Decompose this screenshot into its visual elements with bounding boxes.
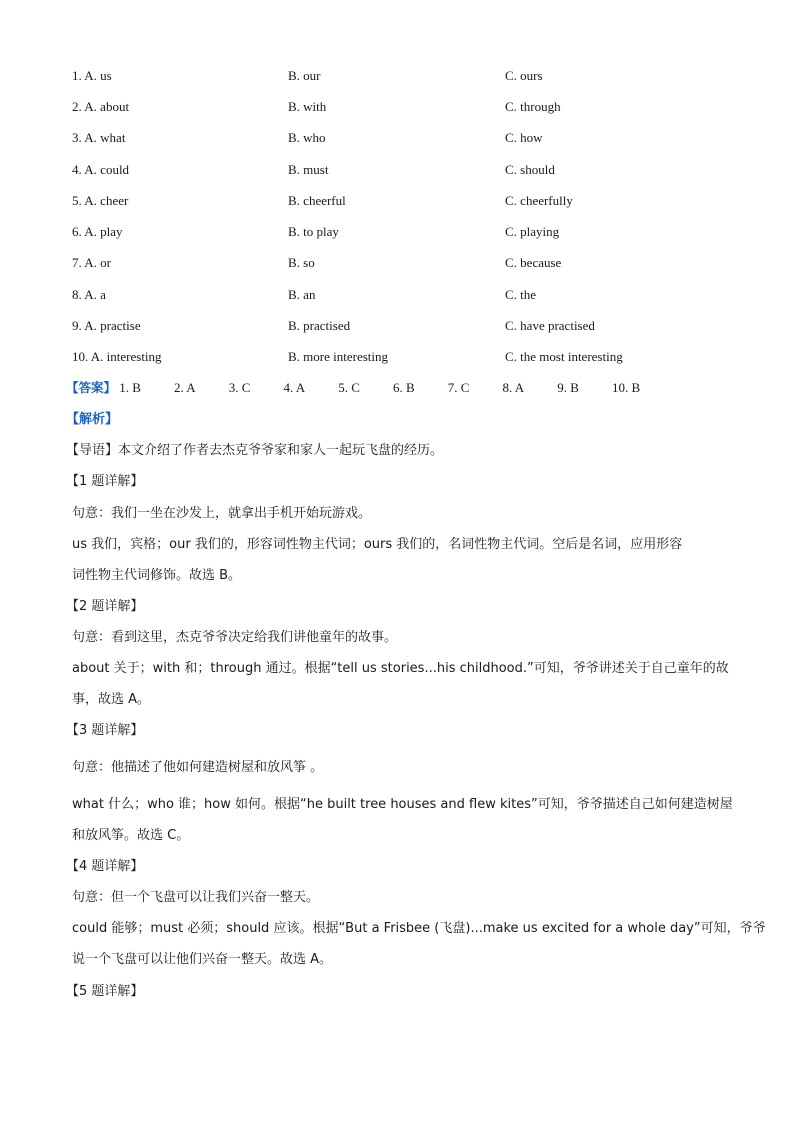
detail-meaning: 句意：但一个飞盘可以让我们兴奋一整天。 xyxy=(72,890,320,905)
analysis-heading: 【解析】 xyxy=(66,412,119,427)
detail-explanation: 词性物主代词修饰。故选 B。 xyxy=(72,568,242,583)
option-b: B. so xyxy=(288,255,315,270)
option-b: B. cheerful xyxy=(288,193,346,208)
answer-item: 8. A xyxy=(502,380,525,395)
answer-item: 9. B xyxy=(557,380,579,395)
detail-meaning: 句意：他描述了他如何建造树屋和放风筝 。 xyxy=(72,760,324,775)
option-b: B. who xyxy=(288,130,326,145)
option-a: 2. A. about xyxy=(72,99,130,114)
option-a: 10. A. interesting xyxy=(72,349,162,364)
option-row xyxy=(72,191,732,211)
option-a: 4. A. could xyxy=(72,162,130,177)
option-b: B. an xyxy=(288,287,316,302)
detail-explanation: could 能够；must 必须；should 应该。根据“But a Frisbee (飞盘)...make us excited for a whole day”可知，爷爷 xyxy=(72,921,766,936)
answer-item: 4. A xyxy=(283,380,306,395)
answer-tag: 【答案】 xyxy=(66,380,117,395)
answer-item: 5. C xyxy=(338,380,360,395)
option-c: C. how xyxy=(505,130,543,145)
option-c: C. the xyxy=(505,287,537,302)
detail-explanation: 事，故选 A。 xyxy=(72,692,151,707)
option-a: 5. A. cheer xyxy=(72,193,129,208)
detail-meaning: 句意：我们一坐在沙发上，就拿出手机开始玩游戏。 xyxy=(72,506,372,521)
option-a: 6. A. play xyxy=(72,224,123,239)
detail-explanation: 说一个飞盘可以让他们兴奋一整天。故选 A。 xyxy=(72,952,333,967)
answer-item: 2. A xyxy=(174,380,196,395)
option-a: 7. A. or xyxy=(72,255,111,270)
option-c: C. the most interesting xyxy=(505,349,623,364)
answer-key xyxy=(66,378,664,398)
option-row xyxy=(72,285,732,305)
option-a: 1. A. us xyxy=(72,68,112,83)
option-b: B. must xyxy=(288,162,329,177)
option-a: 9. A. practise xyxy=(72,318,141,333)
option-c: C. through xyxy=(505,99,561,114)
option-row xyxy=(72,160,732,180)
option-c: C. playing xyxy=(505,224,560,239)
option-b: B. our xyxy=(288,68,321,83)
intro-tag: 【导语】 xyxy=(66,443,119,458)
answer-item: 6. B xyxy=(393,380,415,395)
detail-heading: 【1 题详解】 xyxy=(66,474,144,489)
option-c: C. have practised xyxy=(505,318,595,333)
option-b: B. with xyxy=(288,99,327,114)
option-row xyxy=(72,253,732,273)
answer-item: 3. C xyxy=(228,380,251,395)
option-c: C. ours xyxy=(505,68,543,83)
option-row xyxy=(72,222,732,242)
option-a: 3. A. what xyxy=(72,130,126,145)
detail-explanation: 和放风筝。故选 C。 xyxy=(72,828,190,843)
answer-item: 7. C xyxy=(447,380,470,395)
option-c: C. should xyxy=(505,162,555,177)
detail-explanation: what 什么；who 谁；how 如何。根据“he built tree houses and flew kites”可知，爷爷描述自己如何建造树屋 xyxy=(72,797,733,812)
option-row xyxy=(72,128,732,148)
detail-explanation: us 我们，宾格；our 我们的，形容词性物主代词；ours 我们的，名词性物主代词。空后是名词，应用形容 xyxy=(72,537,683,552)
detail-heading: 【2 题详解】 xyxy=(66,599,144,614)
option-b: B. to play xyxy=(288,224,339,239)
option-c: C. cheerfully xyxy=(505,193,573,208)
detail-heading: 【3 题详解】 xyxy=(66,723,144,738)
option-row xyxy=(72,97,732,117)
option-b: B. more interesting xyxy=(288,349,389,364)
detail-meaning: 句意：看到这里，杰克爷爷决定给我们讲他童年的故事。 xyxy=(72,630,398,645)
intro-paragraph xyxy=(66,441,726,461)
option-c: C. because xyxy=(505,255,562,270)
option-a: 8. A. a xyxy=(72,287,106,302)
detail-explanation: about 关于；with 和；through 通过。根据“tell us stories...his childhood.”可知，爷爷讲述关于自己童年的故 xyxy=(72,661,729,676)
answer-item: 10. B xyxy=(612,380,641,395)
intro-text: 本文介绍了作者去杰克爷爷家和家人一起玩飞盘的经历。 xyxy=(118,443,444,458)
option-row xyxy=(72,347,732,367)
answer-item: 1. B xyxy=(119,380,141,395)
detail-heading: 【4 题详解】 xyxy=(66,859,144,874)
detail-heading: 【5 题详解】 xyxy=(66,984,144,999)
option-row xyxy=(72,66,732,86)
option-b: B. practised xyxy=(288,318,351,333)
option-row xyxy=(72,316,732,336)
